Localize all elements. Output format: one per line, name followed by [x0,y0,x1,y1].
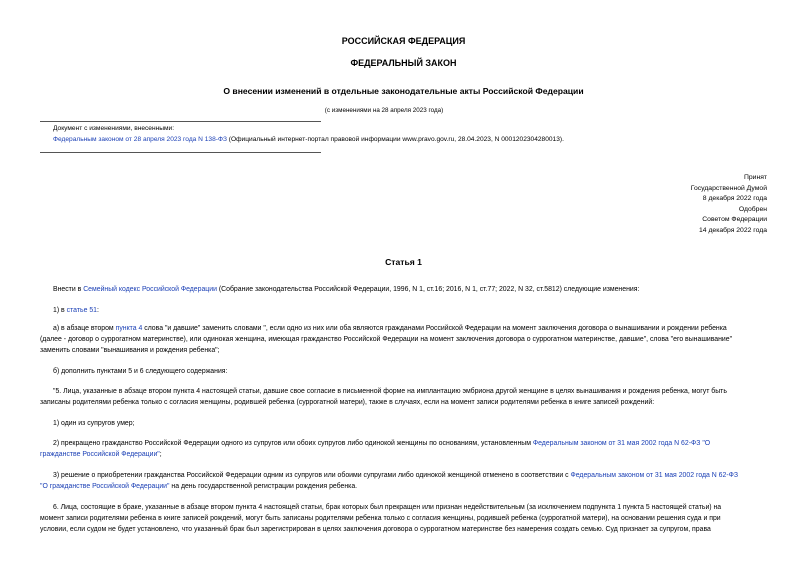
article-heading: Статья 1 [385,257,422,267]
country-heading: РОССИЙСКАЯ ФЕДЕРАЦИЯ [341,36,466,46]
item-1 [53,306,99,317]
changes-source: (Официальный интернет-портал правовой информации www.pravo.gov.ru, 28.04.2023, N 0001202304280013). [226,136,564,143]
point-6-line1: 6. Лица, состоящие в браке, указанные в абзаце втором пункта 4 настоящей статьи, брак которых был прекращен или признан недействительным (за исключением подпункта 1 пункта 5 настоящей статьи) на [53,504,722,511]
text: на день государственной регистрации рождения ребенка. [169,483,358,490]
adopted-label: Принят [743,174,767,181]
citizenship-law-link-2[interactable]: Федеральным законом от 31 мая 2002 года N 62-ФЗ [570,472,739,479]
divider-top [40,121,321,122]
amending-law-link[interactable]: Федеральным законом от 28 апреля 2023 года N 138-ФЗ [53,136,227,143]
subpoint-1: 1) один из супругов умер; [53,420,135,427]
point-5-line2: записаны родителями ребенка только с согласия женщины, родившей ребенка (суррогатной матери), также в случаях, если на момент записи родителями ребенка в книге записей рождений: [40,399,655,406]
point-6-line3: условии, если судом не будет установлено, что указанный брак был зарегистрирован в целях заключения договора о суррогатном материнстве без намерения создать семью. Суд признает за супругом, права [40,526,711,533]
item-a-line2: (далее - договор о суррогатном материнстве), или одинокая женщина, имеющая гражданство Российской Федерации на момент заключения договора о суррогатном материнстве, давшие", слова "его вынашивание" [40,336,733,343]
article-51-link[interactable]: статье 51 [66,307,97,314]
changes-intro: Документ с изменениями, внесенными: [53,125,175,132]
text: а) в абзаце втором [53,325,116,332]
divider-bottom [40,152,321,153]
item-b: б) дополнить пунктами 5 и 6 следующего содержания: [53,368,228,375]
text: слова "и давшие" заменить словами ", если одно из них или оба являются гражданами Российской Федерации на момент заключения договора о вынашивании и рождении ребенка [142,325,727,332]
subpoint-3-line1 [53,471,738,482]
text: 2) прекращено гражданство Российской Федерации одного из супругов или обоих супругов либо одинокой женщины по основаниям, установленным [53,440,533,447]
text: : [97,307,99,314]
adopted-by: Государственной Думой [690,184,767,192]
adoption-block [691,173,767,237]
family-code-link[interactable]: Семейный кодекс Российской Федерации [83,286,217,293]
item-a-line1 [53,324,727,335]
document-title: О внесении изменений в отдельные законодательные акты Российской Федерации [223,86,584,96]
citizenship-law-link-cont[interactable]: гражданстве Российской Федерации" [40,451,160,458]
law-type-heading: ФЕДЕРАЛЬНЫЙ ЗАКОН [350,58,457,68]
text: 3) решение о приобретении гражданства Российской Федерации одним из супругов или обоими супругами либо одинокой женщиной отменено в соответствии с [53,472,571,479]
point-4-link[interactable]: пункта 4 [115,325,143,332]
point-5-line1: "5. Лица, указанные в абзаце втором пункта 4 настоящей статьи, давшие свое согласие в письменной форме на имплантацию эмбриона другой женщине в целях вынашивания и рождения ребенка, могут быть [53,388,727,395]
adopted-date: 8 декабря 2022 года [702,195,767,203]
subpoint-2-line1 [53,439,710,450]
text: (Собрание законодательства Российской Федерации, 1996, N 1, ст.16; 2016, N 1, ст.77; 2022, N 32, ст.5812) следующие изменения: [216,286,640,293]
text: 1) в [53,307,67,314]
point-6-line2: момент записи родителями ребенка в книге записей рождений, могут быть записаны родителями ребенка только с согласия женщины, родившей ребенка (суррогатной матери), на основании решения суда и при [40,515,721,522]
citizenship-law-link[interactable]: Федеральным законом от 31 мая 2002 года N 62-ФЗ "О [532,440,711,447]
approved-date: 14 декабря 2022 года [699,226,767,234]
approved-label: Одобрен [738,205,767,213]
text: Внести в [53,286,84,293]
citizenship-law-link-2-cont[interactable]: "О гражданстве Российской Федерации" [40,483,170,490]
item-a-line3: заменить словами "вынашивания и рождения ребенка"; [40,347,220,354]
paragraph-intro [53,285,639,296]
subpoint-2-line2 [40,450,162,461]
amendment-note: (с изменениями на 28 апреля 2023 года) [324,107,444,114]
text: ; [159,451,162,458]
subpoint-3-line2 [40,482,357,493]
approved-by: Советом Федерации [702,216,767,224]
changes-line [53,136,564,143]
